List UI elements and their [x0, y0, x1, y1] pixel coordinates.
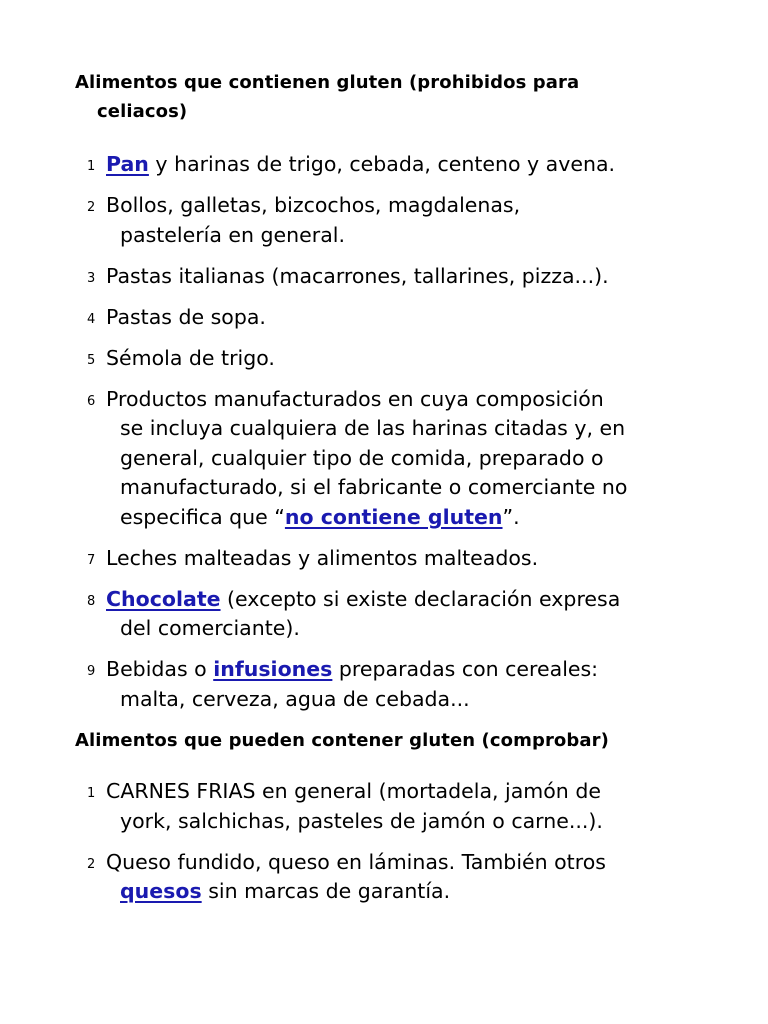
list-item	[0, 303, 627, 333]
section-heading-line: Alimentos que pueden contener gluten (comprobar)	[75, 730, 609, 751]
list-item	[0, 262, 627, 292]
item-number: 2	[87, 200, 96, 215]
list-item	[0, 150, 627, 180]
section-heading-line: Alimentos que contienen gluten (prohibidos para	[75, 72, 580, 93]
may-contain-gluten-list	[0, 777, 606, 907]
list-item	[0, 191, 627, 250]
item-text: Productos manufacturados en cuya composición	[106, 386, 604, 411]
item-text: del comerciante).	[120, 616, 300, 640]
item-text: preparadas con cereales:	[332, 657, 599, 681]
item-text: Sémola de trigo.	[106, 345, 275, 370]
item-text: Bebidas o	[106, 657, 214, 681]
item-text: (excepto si existe declaración expresa	[220, 586, 621, 611]
item-text-line	[106, 503, 627, 533]
item-text: manufacturado, si el fabricante o comerciante no	[120, 475, 628, 499]
list-item	[0, 655, 627, 714]
item-text: Pastas italianas (macarrones, tallarines, pizza...).	[106, 263, 609, 288]
link-infusiones[interactable]: infusiones	[213, 657, 333, 681]
item-text: general, cualquier tipo de comida, preparado o	[120, 445, 604, 470]
list-item	[0, 848, 606, 907]
item-text: y harinas de trigo, cebada, centeno y avena.	[148, 152, 616, 176]
section-heading-line: celiacos)	[97, 101, 188, 122]
item-number: 4	[87, 311, 96, 327]
section-heading-may-contain-gluten	[75, 726, 609, 755]
item-text-line	[106, 877, 606, 907]
item-text: CARNES FRIAS en general (mortadela, jamón de	[106, 779, 601, 803]
item-number: 3	[87, 270, 96, 286]
list-item	[0, 777, 606, 836]
list-item	[0, 585, 627, 644]
gluten-food-list	[0, 150, 627, 714]
item-text: Bollos, galletas, bizcochos, magdalenas,	[106, 193, 521, 217]
item-number: 8	[87, 593, 96, 609]
item-number: 6	[87, 393, 96, 409]
item-number: 1	[87, 159, 96, 174]
list-item	[0, 544, 627, 574]
item-number: 1	[87, 786, 96, 801]
list-item	[0, 344, 627, 374]
item-text: Pastas de sopa.	[106, 304, 266, 329]
item-text: se incluya cualquiera de las harinas citadas y, en	[120, 416, 626, 440]
link-quesos[interactable]: quesos	[120, 879, 202, 903]
item-number: 7	[87, 552, 96, 568]
item-text: ”.	[502, 504, 520, 529]
link-pan[interactable]: Pan	[106, 152, 149, 176]
list-item	[0, 385, 627, 533]
item-text: york, salchichas, pasteles de jamón o carne...).	[120, 808, 603, 833]
item-text: pastelería en general.	[120, 222, 345, 247]
item-number: 5	[87, 352, 96, 368]
item-text: malta, cerveza, agua de cebada...	[120, 686, 470, 711]
item-text: especifica que “	[120, 504, 285, 529]
item-number: 9	[87, 664, 96, 679]
item-text: Queso fundido, queso en láminas. También otros	[106, 849, 606, 874]
item-number: 2	[87, 856, 96, 872]
link-no-contiene-gluten[interactable]: no contiene gluten	[284, 504, 503, 529]
link-chocolate[interactable]: Chocolate	[106, 586, 221, 611]
item-text: sin marcas de garantía.	[201, 879, 451, 903]
item-text: Leches malteadas y alimentos malteados.	[106, 545, 539, 570]
section-heading-gluten	[75, 68, 579, 126]
